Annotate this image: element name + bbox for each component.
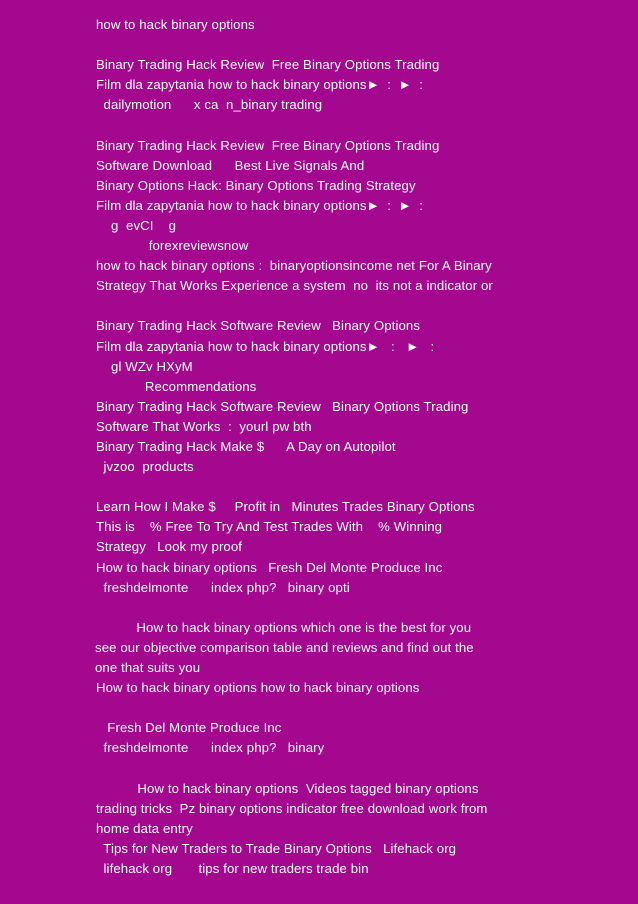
doc-line: dailymotion x ca n_binary trading — [96, 97, 323, 113]
doc-line: Binary Options Hack: Binary Options Trading Strategy — [96, 177, 416, 193]
doc-line: lifehack org tips for new traders trade bin — [96, 860, 369, 876]
doc-line: trading tricks Pz binary options indicator free download work from — [96, 800, 488, 816]
doc-line: Learn How I Make $ Profit in Minutes Trades Binary Options — [96, 499, 475, 515]
doc-line: Film dla zapytania how to hack binary options► : ► : — [96, 197, 424, 213]
doc-line: How to hack binary options how to hack binary options — [96, 680, 420, 696]
blank-line — [96, 598, 626, 618]
doc-line: Recommendations — [96, 378, 257, 394]
doc-line: Film dla zapytania how to hack binary options► : ► : — [96, 77, 424, 93]
doc-line: Binary Trading Hack Software Review Binary Options — [96, 318, 421, 334]
doc-line: Tips for New Traders to Trade Binary Options Lifehack org — [96, 840, 457, 856]
doc-line: How to hack binary options Fresh Del Monte Produce Inc — [96, 559, 443, 575]
doc-line: freshdelmonte index php? binary opti — [96, 579, 350, 595]
doc-line: How to hack binary options Videos tagged binary options — [96, 780, 479, 796]
doc-line: Binary Trading Hack Review Free Binary Options Trading — [96, 57, 440, 73]
doc-line: Binary Trading Hack Make $ A Day on Autopilot — [96, 438, 396, 454]
doc-line: Film dla zapytania how to hack binary options► : ► : — [96, 338, 435, 354]
doc-line: jvzoo products — [96, 459, 194, 475]
doc-line: one that suits you — [95, 660, 201, 675]
doc-line: Binary Trading Hack Software Review Binary Options Trading — [96, 398, 469, 414]
doc-line: Fresh Del Monte Produce Inc — [96, 720, 282, 736]
doc-line: Strategy That Works Experience a system no its not a indicator or — [96, 278, 493, 294]
doc-line: This is % Free To Try And Test Trades With % Winning — [96, 519, 443, 535]
document-page — [96, 15, 626, 879]
doc-line: gl WZv HXyM — [96, 358, 193, 374]
doc-line: Software Download Best Live Signals And — [96, 157, 365, 173]
doc-line: g evCI g — [96, 217, 177, 233]
doc-line: see our objective comparison table and reviews and find out the — [95, 639, 474, 655]
blank-line — [96, 758, 626, 778]
blank-line — [96, 477, 626, 497]
doc-line: how to hack binary options : binaryoptionsincome net For A Binary — [96, 258, 492, 274]
doc-line: Software That Works : yourl pw bth — [96, 418, 312, 434]
blank-line — [96, 35, 626, 55]
doc-line: Strategy Look my proof — [96, 539, 243, 555]
doc-line: Binary Trading Hack Review Free Binary Options Trading — [96, 137, 440, 153]
doc-line: forexreviewsnow — [96, 238, 249, 254]
blank-line — [96, 115, 626, 135]
doc-line: how to hack binary options — [96, 17, 255, 32]
doc-line: home data entry — [96, 820, 193, 836]
blank-line — [96, 296, 626, 316]
doc-line: freshdelmonte index php? binary — [96, 740, 325, 756]
blank-line — [96, 698, 626, 718]
doc-line: How to hack binary options which one is the best for you — [95, 619, 472, 635]
